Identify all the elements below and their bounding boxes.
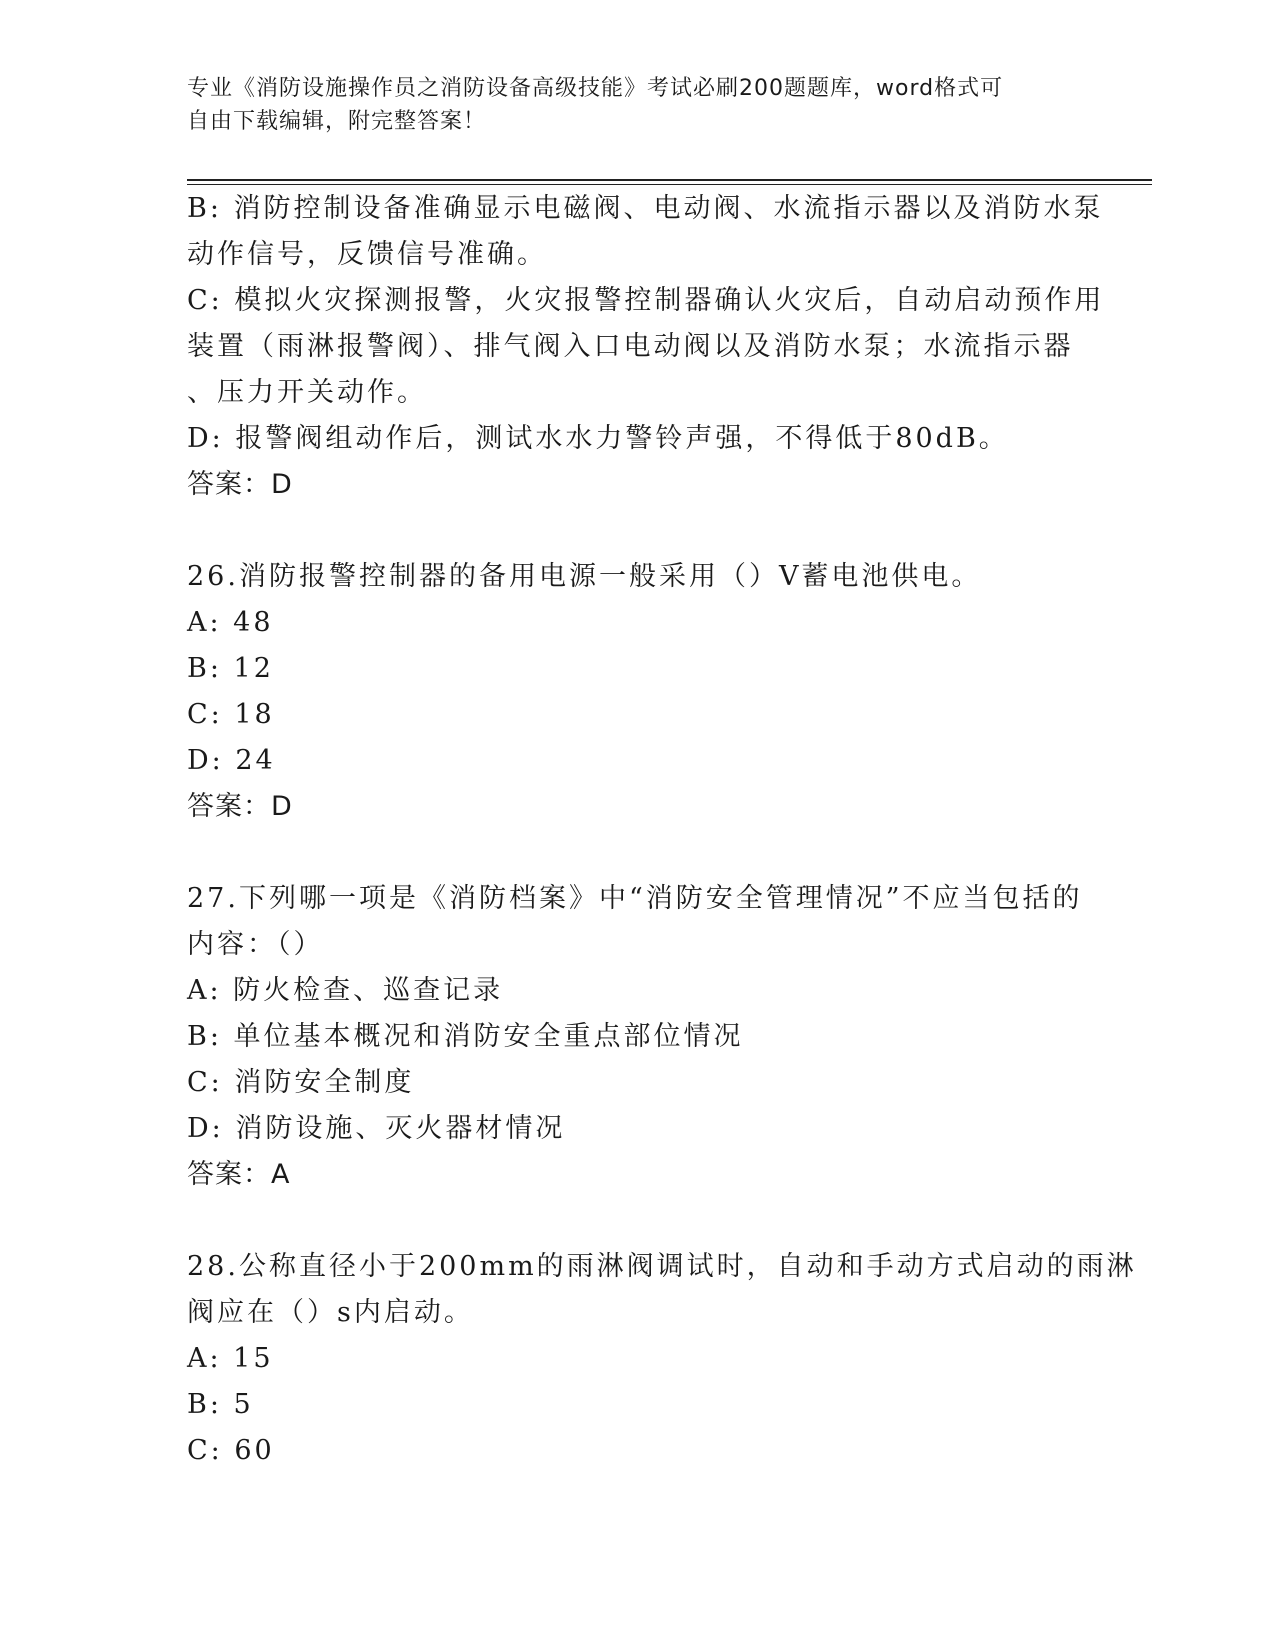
option-b: B: 单位基本概况和消防安全重点部位情况 xyxy=(187,1021,744,1052)
question-28 xyxy=(187,1244,1137,1474)
question-text-line-1: 27.下列哪一项是《消防档案》中“消防安全管理情况”不应当包括的 xyxy=(187,883,1083,914)
option-b-line-2: 动作信号，反馈信号准确。 xyxy=(187,239,547,270)
answer: 答案：D xyxy=(187,469,293,500)
document-body xyxy=(187,186,1137,1474)
option-c-line-3: 、压力开关动作。 xyxy=(187,377,427,408)
answer: 答案：D xyxy=(187,791,293,822)
header-line-2: 自由下载编辑，附完整答案！ xyxy=(187,109,487,134)
spacer xyxy=(187,1198,1077,1244)
option-c: C: 18 xyxy=(187,699,275,730)
option-b: B: 5 xyxy=(187,1389,254,1420)
document-header xyxy=(187,72,1067,138)
header-divider-thick xyxy=(187,179,1152,181)
option-a: A: 15 xyxy=(187,1343,274,1374)
option-c-line-1: C: 模拟火灾探测报警，火灾报警控制器确认火灾后，自动启动预作用 xyxy=(187,285,1105,316)
question-25-tail xyxy=(187,186,1105,508)
question-26 xyxy=(187,554,1077,830)
header-divider-thin xyxy=(187,184,1152,185)
question-text: 26.消防报警控制器的备用电源一般采用（）V蓄电池供电。 xyxy=(187,561,982,592)
answer: 答案：A xyxy=(187,1159,291,1190)
header-line-1: 专业《消防设施操作员之消防设备高级技能》考试必刷200题题库，word格式可 xyxy=(187,76,1004,101)
option-c: C: 消防安全制度 xyxy=(187,1067,415,1098)
option-a: A: 48 xyxy=(187,607,274,638)
option-b: B: 12 xyxy=(187,653,274,684)
question-text-line-1: 28.公称直径小于200mm的雨淋阀调试时，自动和手动方式启动的雨淋 xyxy=(187,1251,1137,1282)
option-a: A: 防火检查、巡查记录 xyxy=(187,975,504,1006)
question-27 xyxy=(187,876,1083,1198)
spacer xyxy=(187,508,1077,554)
option-d: D: 消防设施、灭火器材情况 xyxy=(187,1113,566,1144)
question-text-line-2: 内容：（） xyxy=(187,929,324,960)
option-c-line-2: 装置（雨淋报警阀）、排气阀入口电动阀以及消防水泵；水流指示器 xyxy=(187,331,1074,362)
option-d: D: 报警阀组动作后，测试水水力警铃声强，不得低于80dB。 xyxy=(187,423,1009,454)
option-d: D: 24 xyxy=(187,745,276,776)
option-c: C: 60 xyxy=(187,1435,275,1466)
option-b-line-1: B: 消防控制设备准确显示电磁阀、电动阀、水流指示器以及消防水泵 xyxy=(187,193,1104,224)
question-text-line-2: 阀应在（）s内启动。 xyxy=(187,1297,474,1328)
spacer xyxy=(187,830,1077,876)
